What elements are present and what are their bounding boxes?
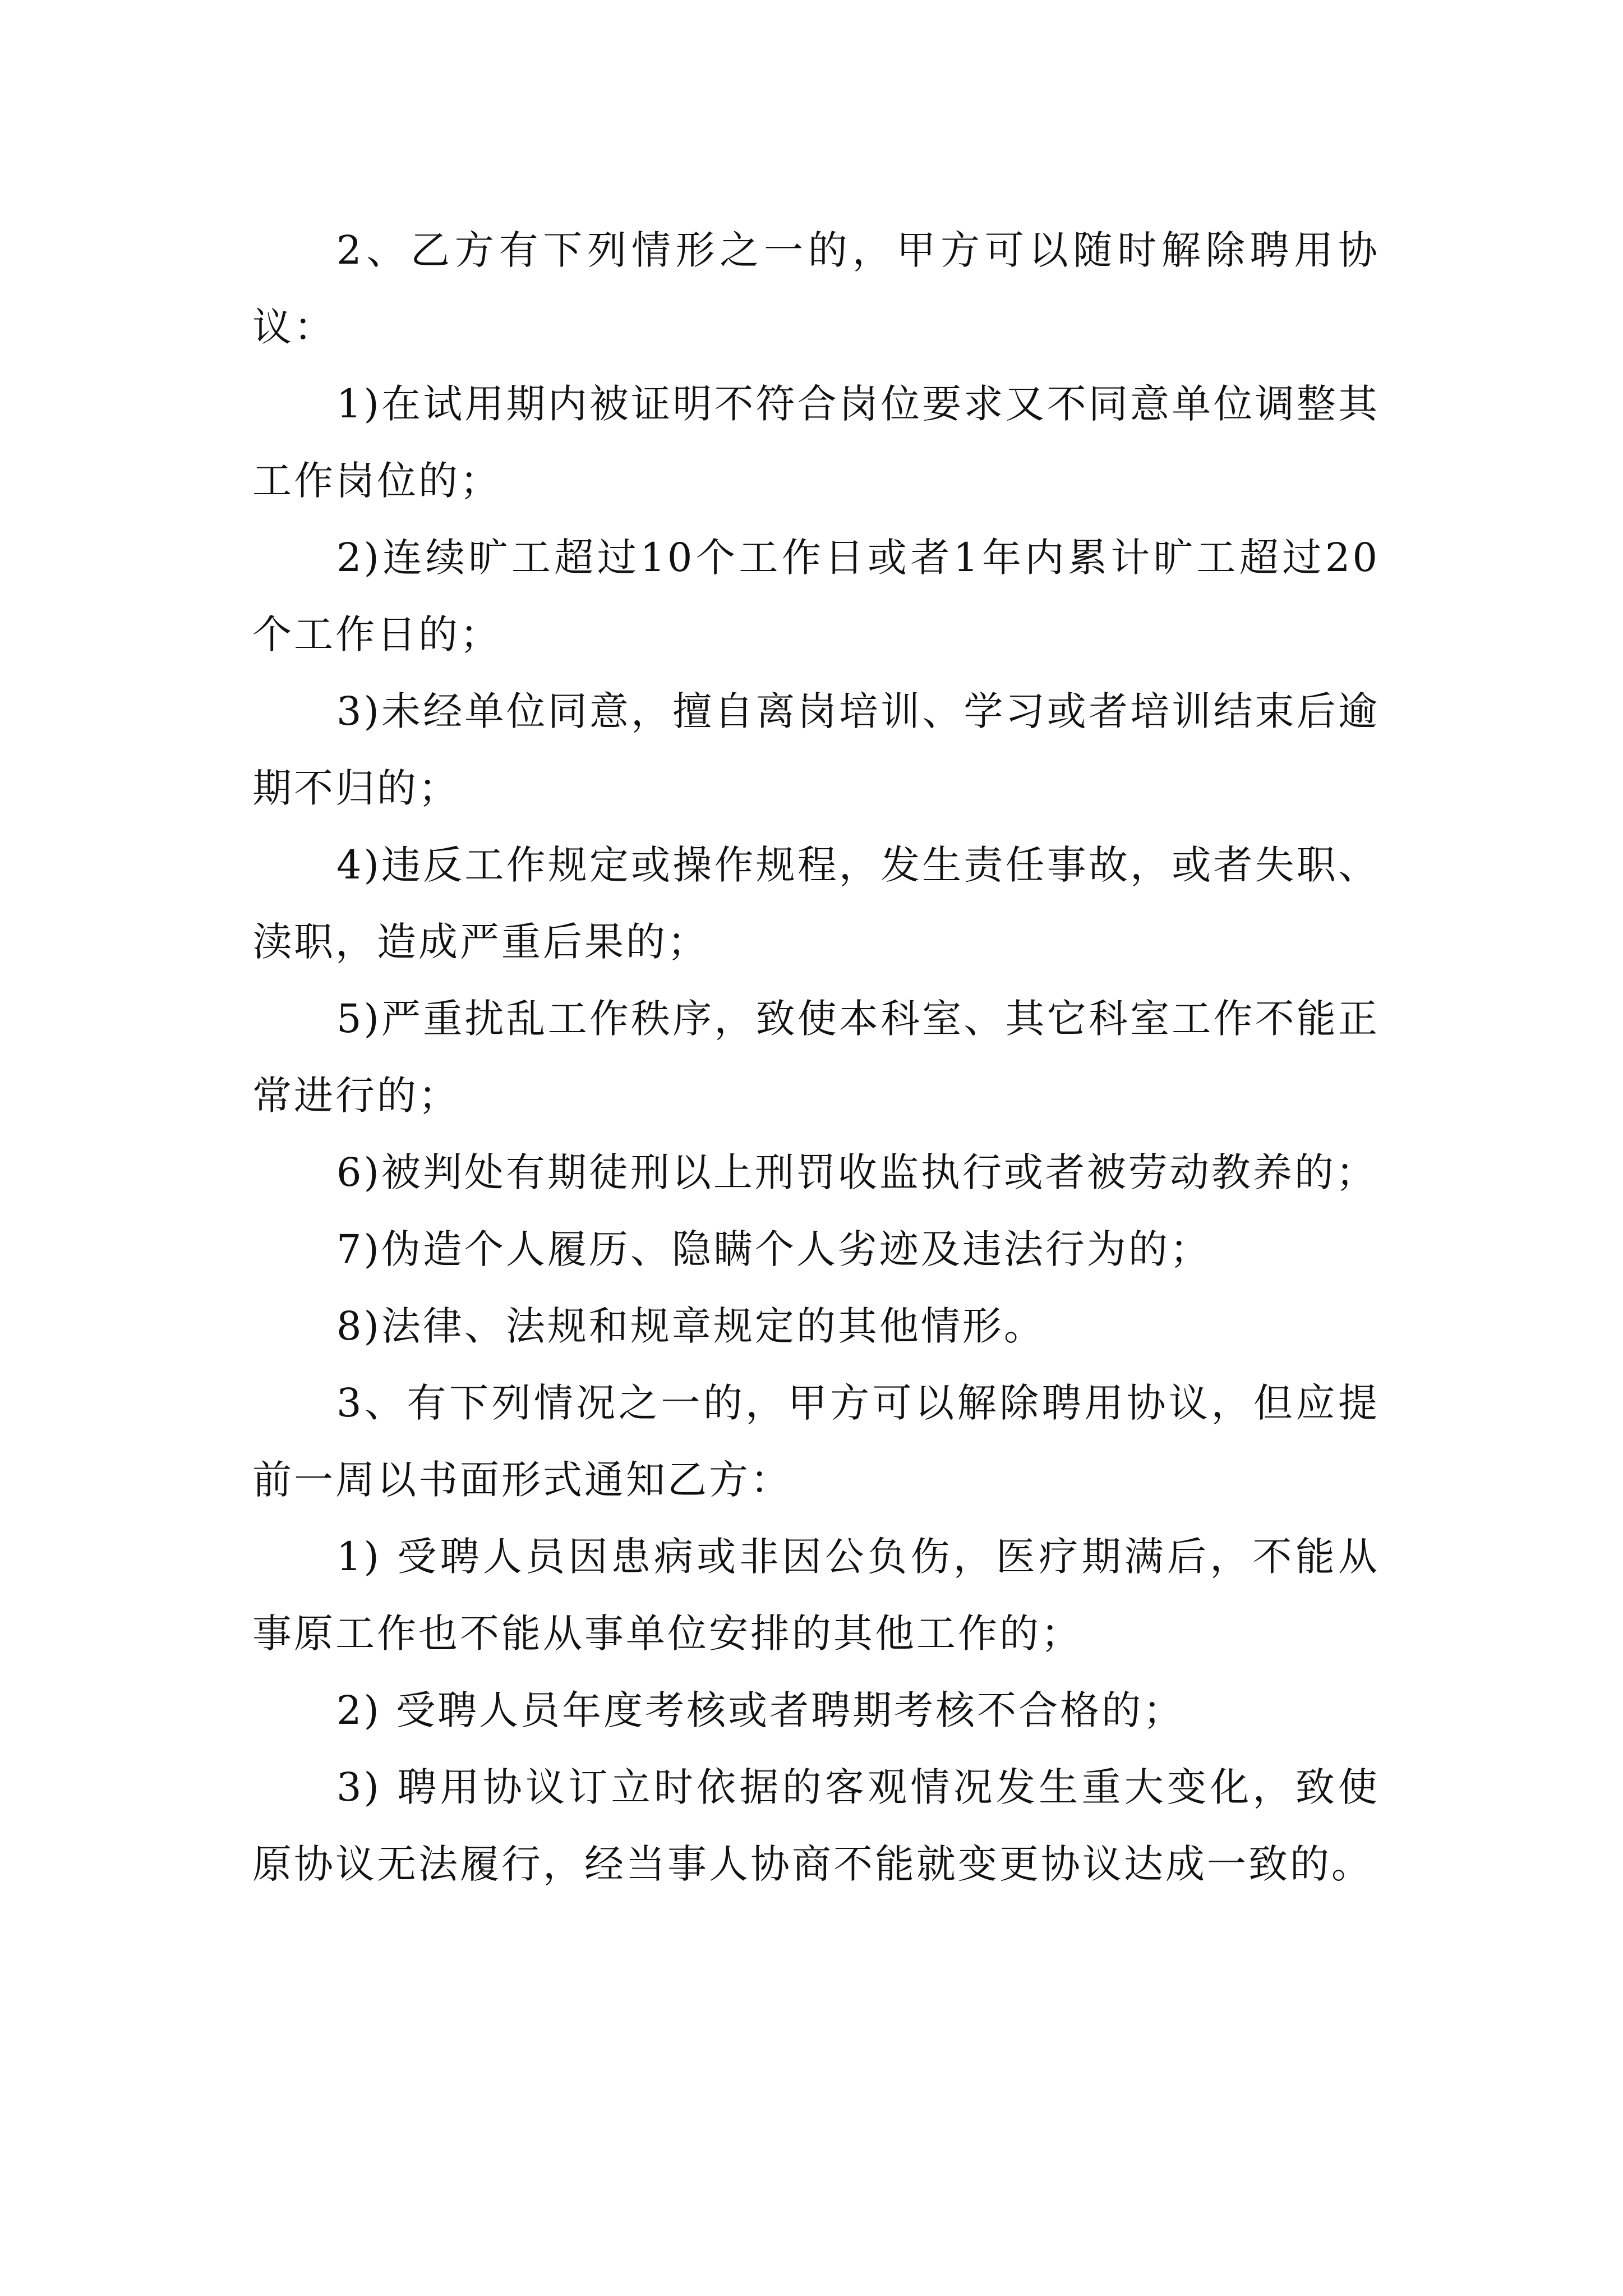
clause-2-item-4: 4)违反工作规定或操作规程，发生责任事故，或者失职、渎职，造成严重后果的； (252, 842, 1380, 965)
clause-2-item-2: 2)连续旷工超过10个工作日或者1年内累计旷工超过20个工作日的； (252, 535, 1380, 657)
document-body (252, 212, 1380, 1903)
clause-3-item-3: 3) 聘用协议订立时依据的客观情况发生重大变化，致使原协议无法履行，经当事人协商不能就变更协议达成一致的。 (252, 1764, 1380, 1887)
clause-2-item-6: 6)被判处有期徒刑以上刑罚收监执行或者被劳动教养的； (336, 1149, 1377, 1195)
clause-2-heading: 2、乙方有下列情形之一的，甲方可以随时解除聘用协议： (252, 227, 1380, 350)
clause-2-item-1: 1)在试用期内被证明不符合岗位要求又不同意单位调整其工作岗位的； (252, 381, 1380, 504)
clause-3-item-2: 2) 受聘人员年度考核或者聘期考核不合格的； (336, 1687, 1185, 1733)
clause-2-item-7: 7)伪造个人履历、隐瞒个人劣迹及违法行为的； (336, 1226, 1211, 1272)
clause-3-item-1: 1) 受聘人员因患病或非因公负伤，医疗期满后，不能从事原工作也不能从事单位安排的其他工作的； (252, 1534, 1380, 1657)
clause-2-item-8: 8)法律、法规和规章规定的其他情形。 (336, 1303, 1045, 1349)
clause-3-heading: 3、有下列情况之一的，甲方可以解除聘用协议，但应提前一周以书面形式通知乙方： (252, 1380, 1380, 1503)
clause-2-item-3: 3)未经单位同意，擅自离岗培训、学习或者培训结束后逾期不归的； (252, 688, 1380, 811)
clause-2-item-5: 5)严重扰乱工作秩序，致使本科室、其它科室工作不能正常进行的； (252, 996, 1380, 1119)
